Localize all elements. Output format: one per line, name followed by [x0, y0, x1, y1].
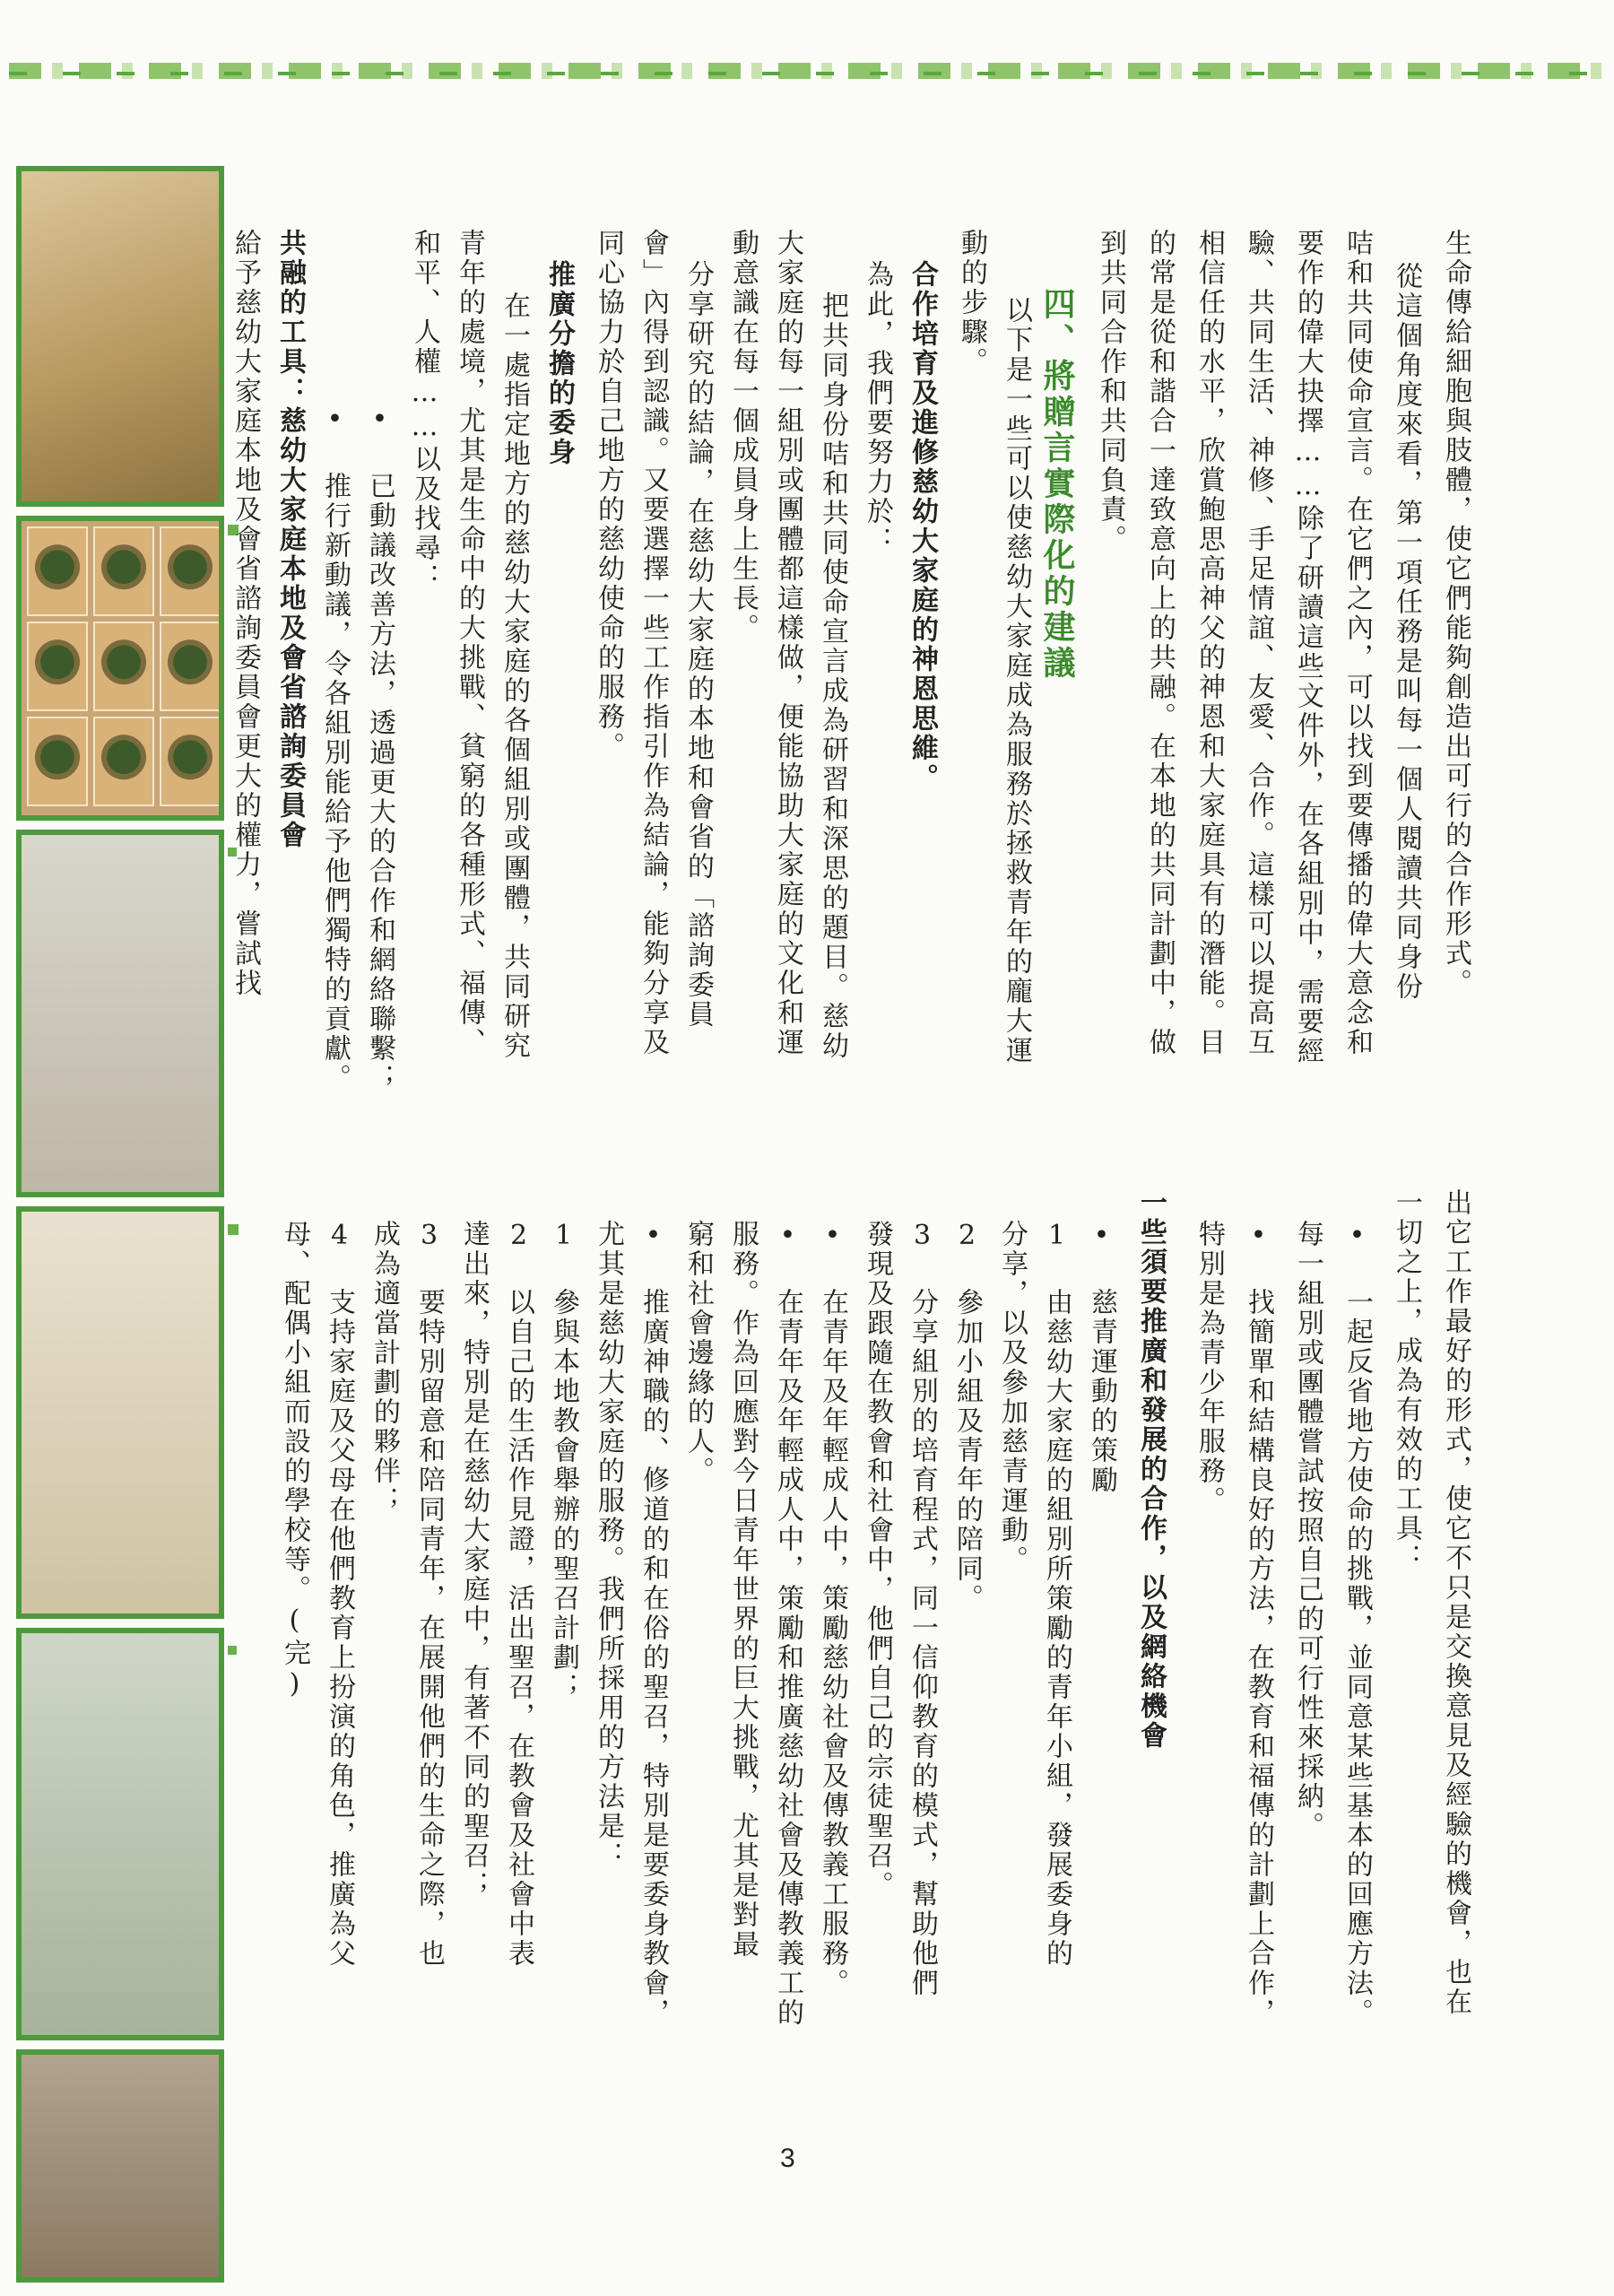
- top-dashed-border: [9, 63, 1605, 79]
- network-col-10: 窮和社會邊緣的人。: [682, 1220, 714, 1486]
- network-col-16: 3 要特別留意和陪同青年，在展開他們的生命之際，也: [413, 1220, 445, 1969]
- network-col-4: 2 參加小組及青年的陪同。: [951, 1220, 983, 1613]
- network-col-7: • 在青年及年輕成人中，策勵慈幼社會及傳教義工服務。: [817, 1220, 848, 1998]
- plant-sack-illustration: [16, 166, 224, 507]
- upper-col-8: 到共同合作和共同負責。: [1095, 229, 1126, 554]
- network-col-5: 3 分享組別的培育程式，同一信仰教育的模式，幫助他們: [907, 1220, 938, 1998]
- top-dashed-border-accent: [9, 72, 1605, 75]
- network-heading: 一些須要推廣和發展的合作，以及網絡機會: [1135, 1188, 1167, 1751]
- portraits-tree-illustration: [16, 830, 224, 1197]
- cooperation-col-2: 把共同身份咭和共同使命宣言成為研習和深思的題目。慈幼: [817, 291, 848, 1061]
- cooperation-col-3: 大家庭的每一組別或團體都這樣做，便能協助大家庭的文化和運: [772, 229, 803, 1057]
- network-col-6: 發現及跟隨在教會和社會中，他們自己的宗徒聖召。: [862, 1220, 893, 1900]
- tree-tiles-illustration: [16, 516, 224, 821]
- network-col-1: • 慈青運動的策勵: [1086, 1220, 1117, 1495]
- cooperation-heading: 合作培育及進修慈幼大家庭的神恩思維。: [907, 260, 938, 793]
- tools-heading: 共融的工具：慈幼大家庭本地及會省諮詢委員會: [274, 229, 306, 850]
- lower-col-1: 出它工作最好的形式，使它不只是交換意見及經驗的機會，也在: [1440, 1188, 1471, 2017]
- globe-tree-illustration: [16, 1206, 224, 1619]
- upper-col-6: 相信任的水平，欣賞鮑思高神父的神恩和大家庭具有的潛能。目: [1193, 229, 1225, 1057]
- section4-col-2: 動的步驟。: [956, 229, 987, 377]
- lower-col-2: 一切之上，成為有效的工具：: [1391, 1188, 1422, 1573]
- cooperation-col-6: 會」內得到認識。又要選擇一些工作指引作為結論，能夠分享及: [638, 229, 669, 1057]
- network-col-15: 達出來，特別是在慈幼大家庭中，有著不同的聖召；: [458, 1220, 490, 1900]
- section4-heading: 四、將贈言實際化的建議: [1038, 287, 1075, 682]
- cooperation-col-5: 分享研究的結論，在慈幼大家庭的本地和會省的「諮詢委員: [682, 260, 714, 1030]
- commitment-heading: 推廣分擔的委身: [543, 260, 575, 467]
- cooperation-col-1: 為此，我們要努力於：: [862, 260, 893, 556]
- section4-col-1: 以下是一些可以使慈幼大家庭成為服務於拯救青年的龐大運: [1001, 296, 1032, 1065]
- network-col-13: 1 參與本地教會舉辦的聖召計劃；: [548, 1220, 579, 1702]
- commitment-bullet-1: • 已動議改善方法，透過更大的合作和網絡聯繫；: [364, 404, 395, 1093]
- commitment-bullet-2: • 推行新動議，令各組別能給予他們獨特的貢獻。: [319, 404, 351, 1093]
- network-col-19: 母、配偶小組而設的學校等。(完): [279, 1220, 310, 1702]
- commitment-col-3: 和平、人權……以及找尋：: [409, 229, 440, 593]
- lower-col-5: • 找簡單和結構良好的方法，在教育和福傳的計劃上合作，: [1243, 1220, 1274, 2028]
- upper-col-4: 要作的偉大抉擇……除了研讀這些文件外，在各組別中，需要經: [1292, 229, 1323, 1066]
- lower-col-4: 每一組別或團體嘗試按照自己的可行性來採納。: [1292, 1220, 1323, 1841]
- network-col-2: 1 由慈幼大家庭的組別所策勵的青年小組，發展委身的: [1041, 1220, 1072, 1969]
- lower-col-3: • 一起反省地方使命的挑戰，並同意某些基本的回應方法。: [1341, 1220, 1373, 2028]
- network-col-17: 成為適當計劃的夥伴；: [369, 1220, 400, 1516]
- upper-col-2: 從這個角度來看，第一項任務是叫每一個人閱讀共同身份: [1391, 262, 1422, 1002]
- upper-col-7: 的常是從和諧合一達致意向上的共融。在本地的共同計劃中，做: [1144, 229, 1176, 1057]
- illustration-strip: [16, 166, 224, 2193]
- cooperation-col-4: 動意識在每一個成員身上生長。: [727, 229, 759, 643]
- tools-col-1: 給予慈幼大家庭本地及會省諮詢委員會更大的權力，嘗試找: [230, 229, 261, 998]
- face-illustration: [16, 1628, 224, 2040]
- commitment-col-1: 在一處指定地方的慈幼大家庭的各個組別或團體，共同研究: [499, 291, 530, 1061]
- network-col-12: 尤其是慈幼大家庭的服務。我們所採用的方法是：: [593, 1220, 624, 1871]
- youth-group-illustration: [16, 2049, 224, 2283]
- page-number: 3: [780, 2144, 795, 2173]
- upper-col-1: 生命傳給細胞與肢體，使它們能夠創造出可行的合作形式。: [1440, 229, 1471, 998]
- network-col-8: • 在青年及年輕成人中，策勵和推廣慈幼社會及傳教義工的: [772, 1220, 803, 2028]
- cooperation-col-7: 同心協力於自己地方的慈幼使命的服務。: [593, 229, 624, 761]
- upper-col-5: 驗、共同生活、神修、手足情誼、友愛、合作。這樣可以提高互: [1243, 229, 1274, 1057]
- network-col-11: • 推廣神職的、修道的和在俗的聖召，特別是要委身教會，: [638, 1220, 669, 2028]
- upper-col-3: 咭和共同使命宣言。在它們之內，可以找到要傳播的偉大意念和: [1341, 229, 1373, 1057]
- network-col-9: 服務。作為回應對今日青年世界的巨大挑戰，尤其是對最: [727, 1220, 759, 1960]
- network-col-3: 分享，以及參加慈青運動。: [996, 1220, 1028, 1575]
- network-col-14: 2 以自己的生活作見證，活出聖召，在教會及社會中表: [503, 1220, 534, 1969]
- commitment-col-2: 青年的處境，尤其是生命中的大挑戰、貧窮的各種形式、福傳、: [454, 229, 485, 1057]
- lower-col-6: 特別是為青少年服務。: [1193, 1220, 1225, 1516]
- network-col-18: 4 支持家庭及父母在他們教育上扮演的角色，推廣為父: [324, 1220, 355, 1969]
